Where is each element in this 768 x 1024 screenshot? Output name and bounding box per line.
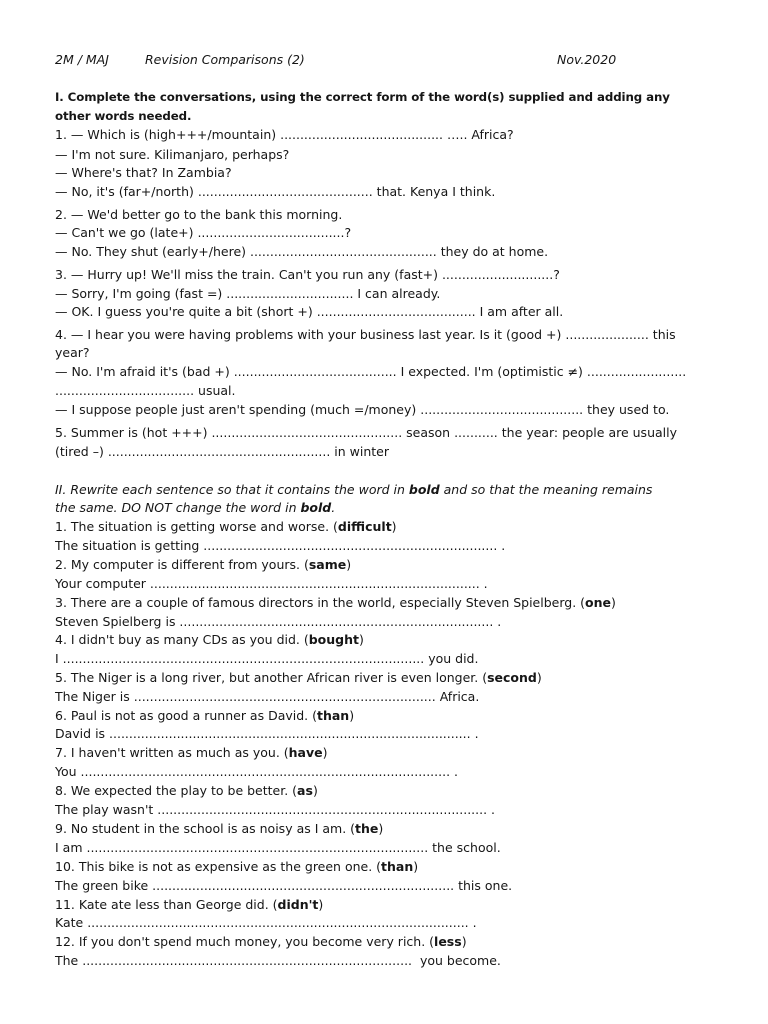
answer-line: The situation is getting .......................................................................... .: [55, 538, 506, 553]
conversation-line: — Can't we go (late+) .....................................?: [55, 225, 352, 240]
prompt-text: 8. We expected the play to be better. (: [55, 783, 298, 798]
exercise-prompt: [55, 781, 318, 800]
conversation-line: ................................... usual.: [55, 383, 236, 398]
keyword: less: [434, 934, 462, 949]
answer-line: I ........................................................................................... you did.: [55, 651, 479, 666]
prompt-text: 4. I didn't buy as many CDs as you did. (: [55, 632, 309, 647]
prompt-text: 1. The situation is getting worse and worse. (: [55, 519, 338, 534]
section-1-instruction: other words needed.: [55, 109, 192, 123]
prompt-close: ): [611, 595, 616, 610]
answer-line: You ............................................................................................. .: [55, 764, 458, 779]
exercise-prompt: [55, 555, 351, 574]
exercise-prompt: [55, 857, 418, 876]
answer-line: The ................................................................................... you become.: [55, 953, 501, 968]
conversation-line: — Where's that? In Zambia?: [55, 165, 232, 180]
keyword: have: [288, 745, 323, 760]
exercise-prompt: [55, 932, 467, 951]
answer-line: The green bike ............................................................................ this one.: [55, 878, 513, 893]
prompt-close: ): [318, 897, 324, 912]
conversation-line: year?: [55, 345, 90, 360]
conversation-line: 5. Summer is (hot +++) ................................................ season ........... the year: people are usually: [55, 425, 677, 440]
keyword: same: [308, 557, 347, 572]
conversation-line: — I'm not sure. Kilimanjaro, perhaps?: [55, 147, 290, 162]
class-code: 2M / MAJ: [55, 52, 109, 67]
conversation-line: — Sorry, I'm going (fast =) ................................ I can already.: [55, 286, 441, 301]
keyword: difficult: [337, 519, 392, 534]
keyword: one: [585, 595, 611, 610]
prompt-close: ): [413, 859, 419, 874]
exercise-prompt: [55, 593, 616, 612]
prompt-text: 6. Paul is not as good a runner as David. (: [55, 708, 317, 723]
keyword: than: [317, 708, 350, 723]
prompt-close: ): [536, 670, 542, 685]
prompt-close: ): [346, 557, 352, 572]
conversation-line: 3. — Hurry up! We'll miss the train. Can't you run any (fast+) ............................?: [55, 267, 560, 282]
prompt-close: ): [322, 745, 328, 760]
keyword: second: [487, 670, 537, 685]
conversation-line: — No. I'm afraid it's (bad +) ......................................... I expected. I'm (optimistic ≠) .........................: [55, 364, 687, 379]
prompt-text: 3. There are a couple of famous directors in the world, especially Steven Spielberg. (: [55, 595, 586, 610]
answer-line: The play wasn't ................................................................................... .: [55, 802, 496, 817]
prompt-text: 5. The Niger is a long river, but another African river is even longer. (: [55, 670, 488, 685]
answer-line: Steven Spielberg is ............................................................................... .: [55, 614, 502, 629]
prompt-text: 9. No student in the school is as noisy as I am. (: [55, 821, 356, 836]
conversation-line: 2. — We'd better go to the bank this morning.: [55, 207, 343, 222]
prompt-close: ): [349, 708, 355, 723]
keyword: bought: [308, 632, 359, 647]
instruction-bold-word: bold: [300, 500, 332, 515]
keyword: than: [381, 859, 414, 874]
conversation-line: — No. They shut (early+/here) ............................................... they do at home.: [55, 244, 549, 259]
prompt-text: 10. This bike is not as expensive as the green one. (: [55, 859, 382, 874]
instruction-text: the same. DO NOT change the word in: [55, 500, 301, 515]
instruction-bold-word: bold: [408, 482, 440, 497]
prompt-close: ): [312, 783, 318, 798]
section-2-instruction: [55, 480, 652, 499]
exercise-prompt: [55, 895, 323, 914]
exercise-prompt: [55, 706, 354, 725]
exercise-prompt: [55, 668, 542, 687]
instruction-text: II. Rewrite each sentence so that it contains the word in: [55, 482, 409, 497]
conversation-line: — No, it's (far+/north) ............................................ that. Kenya I think.: [55, 184, 496, 199]
section-2-instruction: [55, 498, 335, 517]
prompt-close: ): [359, 632, 364, 647]
keyword: as: [297, 783, 313, 798]
exercise-prompt: [55, 630, 364, 649]
prompt-close: ): [378, 821, 384, 836]
keyword: the: [355, 821, 379, 836]
prompt-close: ): [461, 934, 467, 949]
answer-line: I am ...................................................................................... the school.: [55, 840, 501, 855]
answer-line: David is ........................................................................................... .: [55, 726, 479, 741]
instruction-text: and so that the meaning remains: [439, 482, 653, 497]
prompt-text: 2. My computer is different from yours. (: [55, 557, 309, 572]
answer-line: Kate ................................................................................................ .: [55, 915, 477, 930]
answer-line: Your computer ................................................................................... .: [55, 576, 488, 591]
conversation-line: — I suppose people just aren't spending (much =/money) ......................................... they used to.: [55, 402, 670, 417]
worksheet-title: Revision Comparisons (2): [145, 52, 305, 67]
keyword: didn't: [277, 897, 319, 912]
prompt-text: 11. Kate ate less than George did. (: [55, 897, 278, 912]
conversation-line: 4. — I hear you were having problems with your business last year. Is it (good +) ..................... this: [55, 327, 676, 342]
prompt-text: 12. If you don't spend much money, you become very rich. (: [55, 934, 435, 949]
exercise-prompt: [55, 743, 328, 762]
conversation-line: (tired –) ........................................................ in winter: [55, 444, 390, 459]
exercise-prompt: [55, 517, 397, 536]
prompt-close: ): [391, 519, 397, 534]
exercise-prompt: [55, 819, 383, 838]
instruction-text: .: [331, 500, 336, 515]
answer-line: The Niger is ............................................................................ Africa.: [55, 689, 480, 704]
section-1-instruction: I. Complete the conversations, using the correct form of the word(s) supplied and adding any: [55, 90, 670, 104]
worksheet-date: Nov.2020: [557, 52, 617, 67]
conversation-line: 1. — Which is (high+++/mountain) ......................................... ….. Africa?: [55, 127, 514, 142]
conversation-line: — OK. I guess you're quite a bit (short +) ........................................ I am after all.: [55, 304, 564, 319]
prompt-text: 7. I haven't written as much as you. (: [55, 745, 289, 760]
